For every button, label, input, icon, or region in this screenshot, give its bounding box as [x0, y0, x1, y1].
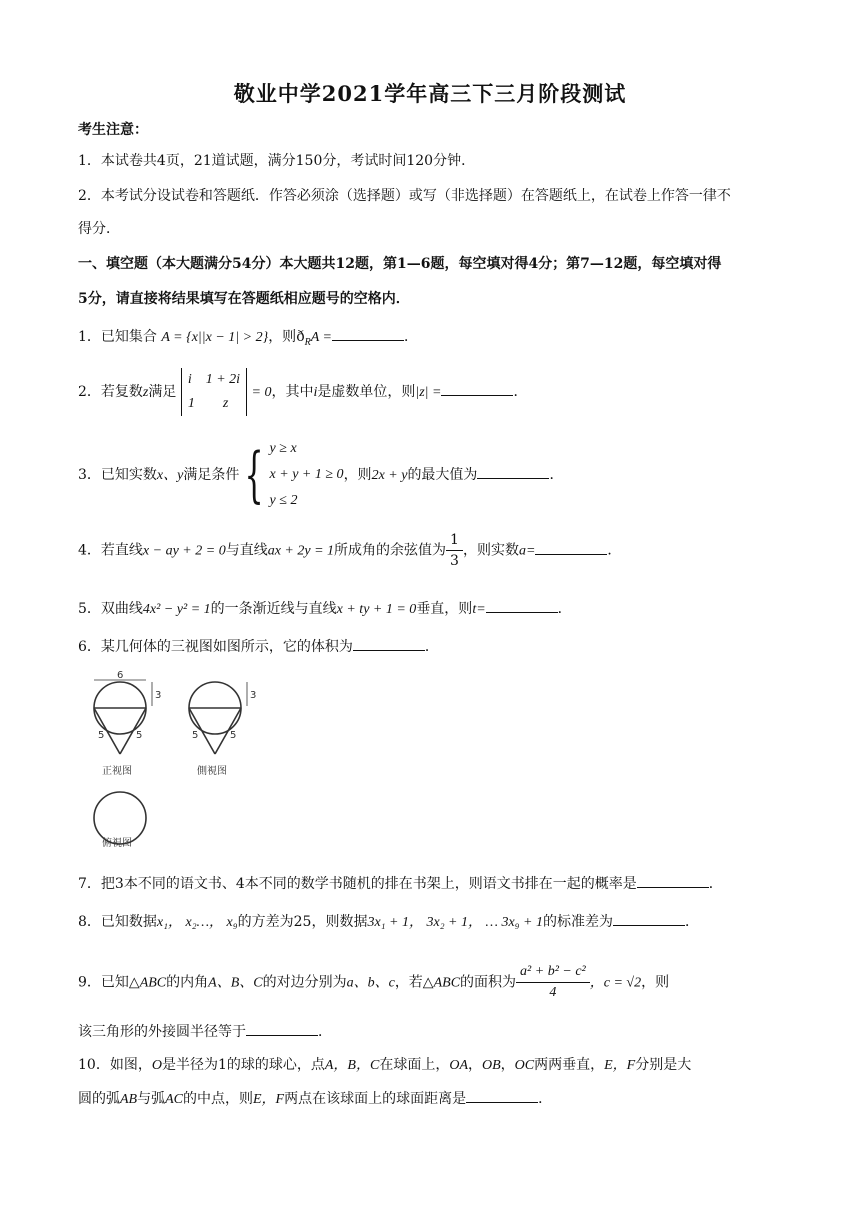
q10-text9: 两点在该球面上的球面距离是	[284, 1091, 467, 1107]
q10-oc: OC	[514, 1058, 535, 1073]
q10-ob: OB	[482, 1058, 501, 1073]
question-6: 6．某几何体的三视图如图所示，它的体积为 ．	[78, 636, 439, 657]
q1-answer-blank[interactable]	[332, 326, 404, 341]
q10-text4: 两两垂直，	[534, 1057, 605, 1073]
section-heading-2: 5分，请直接将结果填写在答题纸相应题号的空格内．	[78, 291, 410, 307]
q9-c: ，c = √2	[589, 975, 642, 991]
q4-den: 3	[450, 553, 459, 569]
q8-data2: 3x₁ + 1， 3x₂ + 1， … 3x₉ + 1	[367, 915, 543, 930]
q2-answer-blank[interactable]	[441, 381, 513, 396]
q9-sides: a、b、c	[346, 975, 395, 991]
question-9	[78, 962, 669, 1003]
q8-text: 8．已知数据	[78, 914, 157, 930]
q1-text2: ，则	[268, 329, 297, 345]
q8-text2: 的方差为25，则数据	[237, 914, 368, 930]
q1-comp: ð	[296, 329, 305, 345]
q3-xy: x、y	[156, 468, 184, 483]
question-1: 1．已知集合 A = {x||x − 1| > 2}，则$ð_RA$ = ．	[78, 326, 418, 353]
q5-text2: 的一条渐近线与直线	[210, 601, 337, 617]
q2-det-row2: 1 z	[187, 396, 229, 411]
q10-text6: 圆的弧	[78, 1091, 120, 1107]
q5-eq: 4x² − y² = 1	[142, 602, 211, 617]
q2-abs: |z| =	[415, 385, 442, 400]
q6-answer-blank[interactable]	[353, 636, 425, 651]
side-view-label: 側視图	[197, 766, 227, 777]
q8-data: x₁， x₂…， x₉	[156, 915, 238, 930]
q5-line: x + ty + 1 = 0	[336, 602, 417, 617]
dim-label-3b: 3	[250, 690, 257, 701]
q4-line1: x − ay + 2 = 0	[142, 543, 226, 559]
q3-expr: 2x + y	[371, 468, 408, 483]
q10-ac: AC	[165, 1092, 183, 1107]
q1-text: 1．已知集合	[78, 329, 157, 345]
q8-answer-blank[interactable]	[613, 911, 685, 926]
q3-brace: {	[244, 440, 264, 510]
q1-sub: R	[304, 336, 311, 348]
q7-text: 7．把3本不同的语文书、4本不同的数学书随机的排在书架上，则语文书排在一起的概率是	[78, 876, 637, 892]
q8-text3: 的标准差为	[543, 914, 613, 930]
q3-text2: 满足条件	[183, 467, 240, 483]
q9-text4: ，若△	[394, 974, 434, 991]
question-8: 8．已知数据x₁， x₂…， x₉的方差为25，则数据3x₁ + 1， 3x₂ + 1， … 3x₉ + 1的标准差为 ．	[78, 911, 699, 933]
q10-answer-blank[interactable]	[466, 1088, 538, 1103]
q7-answer-blank[interactable]	[637, 873, 709, 888]
q9-angles: A、B、C	[208, 975, 263, 991]
q10-text1: 10．如图，	[78, 1057, 152, 1073]
q3-cond-3: y ≤ 2	[269, 493, 298, 508]
q9-text6: ，则	[641, 974, 670, 991]
q2-z: z	[142, 385, 149, 400]
dim-label-5a: 5	[98, 730, 105, 741]
q2-eq: = 0	[251, 385, 272, 400]
q9-text2: 的内角	[166, 974, 209, 991]
q2-text: 2．若复数	[78, 384, 143, 400]
q4-text: 4．若直线	[78, 542, 143, 559]
q10-pts: A，B，C	[324, 1058, 380, 1073]
question-4: 4．若直线x − ay + 2 = 0与直线ax + 2y = 1所成角的余弦值为 $\frac{1}{3}$ ，则实数a= ．	[78, 532, 622, 569]
q2-det-row1: i 1 + 2i	[187, 372, 241, 387]
q6-text: 6．某几何体的三视图如图所示，它的体积为	[78, 639, 353, 655]
q3-text3: ，则	[343, 467, 372, 483]
q3-answer-blank[interactable]	[477, 464, 549, 479]
question-2: 2．若复数z满足 i 1 + 2i 1 z = 0，其中i是虚数单位，则|z| = ．	[78, 368, 527, 416]
q9-fraction	[516, 962, 590, 1003]
q2-i: i	[313, 385, 318, 400]
notice-item-2-cont: 得分．	[78, 221, 120, 237]
dim-label-3: 3	[155, 690, 162, 701]
notice-item-1: 1．本试卷共4页，21道试题，满分150分，考试时间120分钟．	[78, 153, 476, 169]
q3-text4: 的最大值为	[407, 467, 478, 483]
question-5: 5．双曲线4x² − y² = 1的一条渐近线与直线x + ty + 1 = 0垂直，则t= ．	[78, 598, 572, 620]
q2-determinant	[181, 368, 247, 416]
top-view-circle	[94, 792, 146, 844]
notice-item-2: 2．本考试分设试卷和答题纸．作答必须涂（选择题）或写（非选择题）在答题纸上，在试卷上作答一律不	[78, 188, 731, 204]
q9-abc: ABC	[139, 975, 167, 991]
q9-num: a² + b² − c²	[516, 962, 590, 983]
q4-answer-blank[interactable]	[535, 540, 607, 555]
q10-O: O	[151, 1058, 162, 1073]
q10-text3: 在球面上，	[379, 1057, 450, 1073]
q1-A: A =	[310, 330, 332, 345]
q9-text3: 的对边分别为	[262, 974, 347, 991]
q5-text3: 垂直，则	[416, 601, 473, 617]
q4-line2: ax + 2y = 1	[267, 543, 335, 559]
dim-label-5d: 5	[230, 730, 237, 741]
q5-answer-blank[interactable]	[486, 598, 558, 613]
q5-t: t=	[472, 602, 486, 617]
q4-fraction	[446, 530, 463, 571]
q10-text2: 是半径为1的球的球心，点	[161, 1057, 325, 1073]
q9-den: 4	[549, 985, 557, 1000]
q2-text3: ，其中	[271, 384, 314, 400]
section-heading-1: 一、填空题（本大题满分54分）本大题共12题，第1—6题，每空填对得4分；第7—12题，每空填对得	[78, 256, 722, 272]
dim-label-6: 6	[117, 670, 124, 681]
question-10: 10．如图，O是半径为1的球的球心，点A，B，C在球面上，OA，OB，OC两两垂直，E，F分别是大	[78, 1057, 692, 1073]
q10-text8: 的中点，则	[183, 1091, 253, 1107]
q3-cond-2: x + y + 1 ≥ 0	[269, 467, 344, 482]
question-7: 7．把3本不同的语文书、4本不同的数学书随机的排在书架上，则语文书排在一起的概率是 ．	[78, 873, 723, 894]
question-10-cont: 圆的弧AB与弧AC的中点，则E，F两点在该球面上的球面距离是 ．	[78, 1088, 552, 1110]
q10-ef: E，F	[604, 1058, 636, 1073]
q2-text4: 是虚数单位，则	[317, 384, 416, 400]
q4-a: a=	[518, 543, 536, 559]
q9-text5: 的面积为	[460, 974, 517, 991]
q9-abc2: ABC	[433, 975, 461, 991]
q4-text4: ，则实数	[462, 542, 519, 559]
three-view-figure	[80, 668, 280, 848]
q2-text2: 满足	[148, 384, 177, 400]
dim-label-5c: 5	[192, 730, 199, 741]
q10-ef2: E，F	[253, 1092, 285, 1107]
q10-oa: OA	[449, 1058, 468, 1073]
q10-text7: 与弧	[137, 1091, 166, 1107]
q4-text3: 所成角的余弦值为	[334, 542, 447, 559]
q3-system	[270, 436, 344, 514]
q9-answer-blank[interactable]	[246, 1021, 318, 1036]
q3-cond-1: y ≥ x	[269, 441, 297, 456]
q4-text2: 与直线	[225, 542, 268, 559]
page-title: 敬业中学2021学年高三下三月阶段测试	[233, 81, 627, 106]
question-3: 3．已知实数x、y满足条件{ y ≥ x x + y + 1 ≥ 0 y ≤ 2 ，则2x + y的最大值为 ．	[78, 436, 563, 514]
front-view-label: 正视图	[102, 766, 132, 777]
top-view-label: 俯視图	[102, 838, 132, 848]
q9-line2: 该三角形的外接圆半径等于	[78, 1024, 246, 1040]
notice-heading: 考生注意：	[78, 122, 148, 138]
q10-ab: AB	[120, 1092, 138, 1107]
q4-num: 1	[446, 530, 463, 551]
q9-text: 9．已知△	[78, 974, 140, 991]
q3-text: 3．已知实数	[78, 467, 157, 483]
q1-set: A = {x||x − 1| > 2}	[161, 330, 269, 345]
question-9-cont: 该三角形的外接圆半径等于 ．	[78, 1021, 332, 1042]
dim-label-5b: 5	[136, 730, 143, 741]
q10-text5: 分别是大	[635, 1057, 692, 1073]
q5-text: 5．双曲线	[78, 601, 143, 617]
